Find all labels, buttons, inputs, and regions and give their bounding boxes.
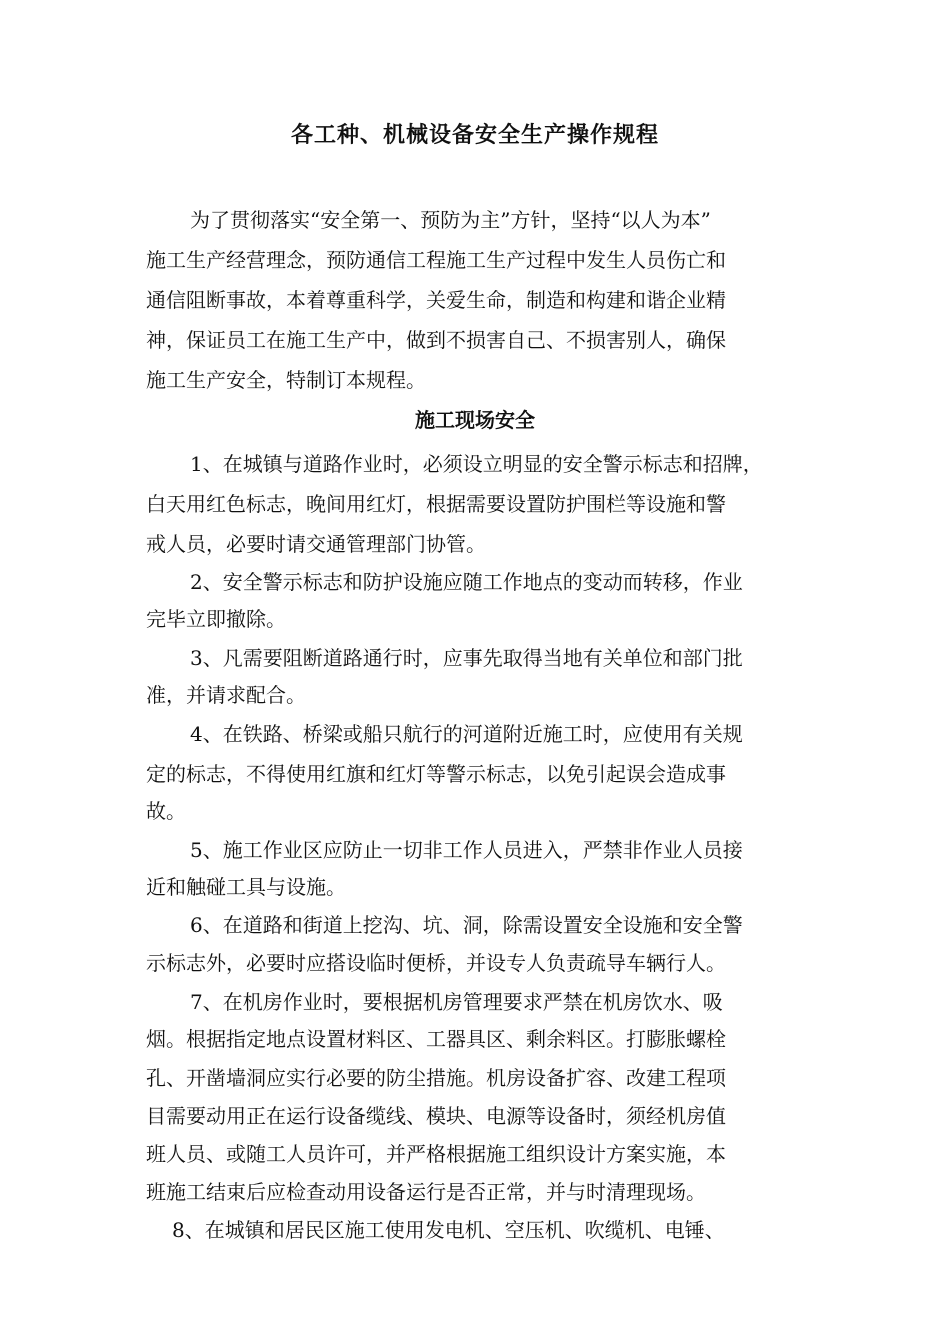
rule-line: 8、在城镇和居民区施工使用发电机、空压机、吹缆机、电锤、 (172, 1218, 725, 1242)
rule-line: 完毕立即撤除。 (146, 607, 286, 631)
rule-line: 烟。根据指定地点设置材料区、工器具区、剩余料区。打膨胀螺栓 (146, 1027, 726, 1051)
intro-line: 施工生产经营理念，预防通信工程施工生产过程中发生人员伤亡和 (146, 248, 726, 272)
rule-line: 3、凡需要阻断道路通行时，应事先取得当地有关单位和部门批 (190, 646, 743, 670)
rule-line: 故。 (146, 799, 186, 823)
rule-line: 1、在城镇与道路作业时，必须设立明显的安全警示标志和招牌， (190, 452, 763, 476)
rule-line: 定的标志，不得使用红旗和红灯等警示标志，以免引起误会造成事 (146, 762, 726, 786)
rule-line: 5、施工作业区应防止一切非工作人员进入，严禁非作业人员接 (190, 838, 743, 862)
rule-line: 班施工结束后应检查动用设备运行是否正常，并与时清理现场。 (146, 1180, 706, 1204)
intro-line: 为了贯彻落实“安全第一、预防为主”方针，坚持“以人为本” (190, 208, 711, 232)
rule-line: 戒人员，必要时请交通管理部门协管。 (146, 532, 486, 556)
rule-line: 准，并请求配合。 (146, 683, 306, 707)
section-title: 施工现场安全 (415, 408, 535, 432)
intro-line: 神，保证员工在施工生产中，做到不损害自己、不损害别人，确保 (146, 328, 726, 352)
intro-line: 通信阻断事故，本着尊重科学，关爱生命，制造和构建和谐企业精 (146, 288, 726, 312)
rule-line: 6、在道路和街道上挖沟、坑、洞，除需设置安全设施和安全警 (190, 913, 743, 937)
rule-line: 班人员、或随工人员许可，并严格根据施工组织设计方案实施，本 (146, 1142, 726, 1166)
rule-line: 近和触碰工具与设施。 (146, 875, 346, 899)
rule-line: 2、安全警示标志和防护设施应随工作地点的变动而转移，作业 (190, 570, 743, 594)
rule-line: 目需要动用正在运行设备缆线、模块、电源等设备时，须经机房值 (146, 1104, 726, 1128)
rule-line: 白天用红色标志，晚间用红灯，根据需要设置防护围栏等设施和警 (146, 492, 726, 516)
rule-line: 4、在铁路、桥梁或船只航行的河道附近施工时，应使用有关规 (190, 722, 743, 746)
rule-line: 孔、开凿墙洞应实行必要的防尘措施。机房设备扩容、改建工程项 (146, 1066, 726, 1090)
intro-line: 施工生产安全，特制订本规程。 (146, 368, 426, 392)
document-title: 各工种、机械设备安全生产操作规程 (290, 122, 659, 148)
rule-line: 7、在机房作业时，要根据机房管理要求严禁在机房饮水、吸 (190, 990, 723, 1014)
rule-line: 示标志外，必要时应搭设临时便桥，并设专人负责疏导车辆行人。 (146, 951, 726, 975)
